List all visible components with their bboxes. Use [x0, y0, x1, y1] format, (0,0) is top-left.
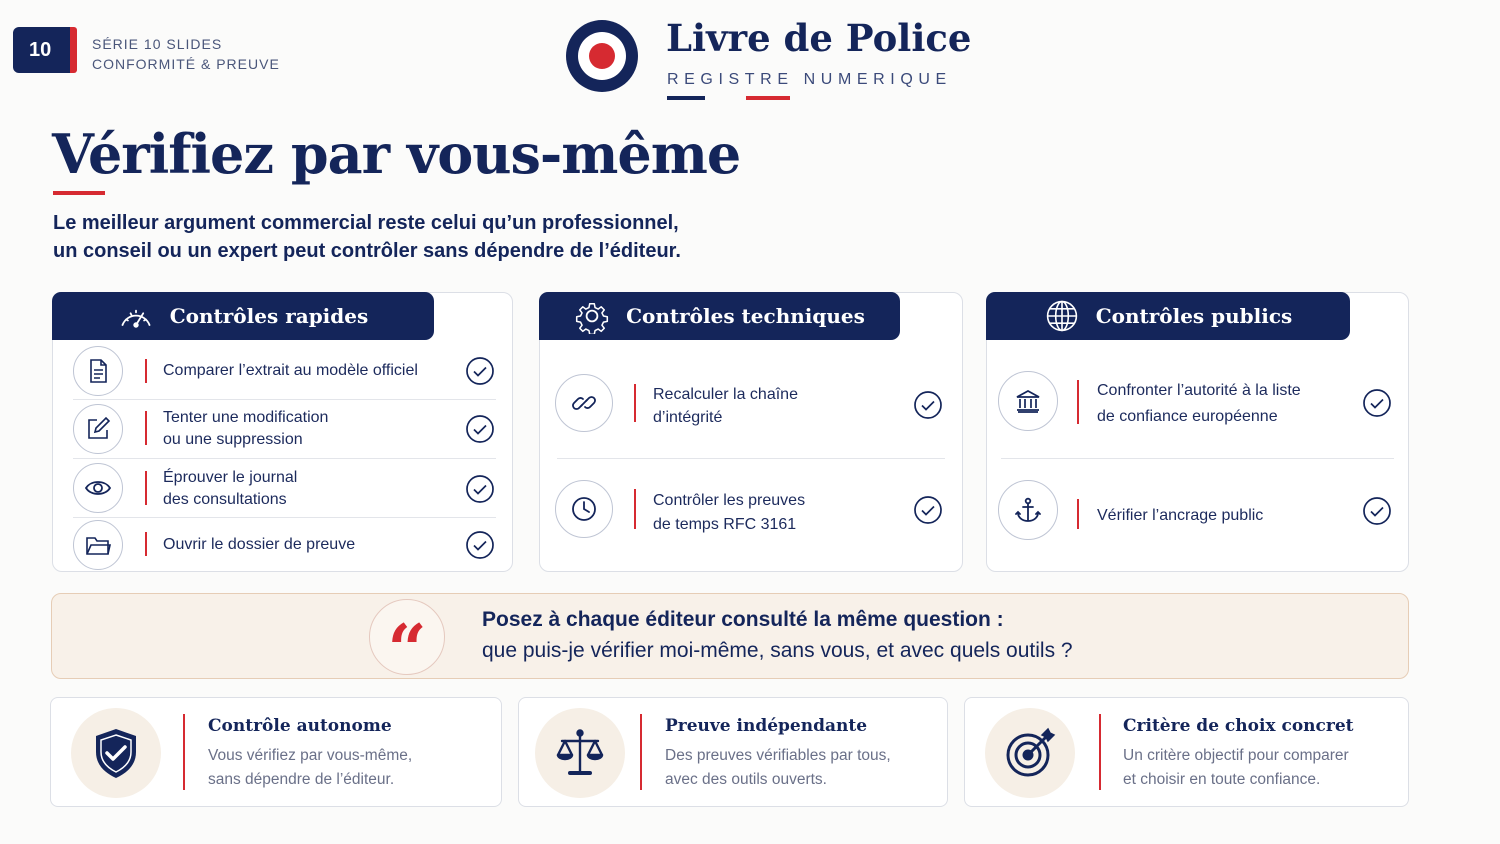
series-line-1: SÉRIE 10 SLIDES	[92, 36, 223, 52]
anchor-icon	[1014, 496, 1042, 524]
item-line-1: Confronter l’autorité à la liste	[1097, 382, 1301, 399]
item-line-2: ou une suppression	[163, 431, 303, 448]
item-line-1: Éprouver le journal	[163, 469, 298, 486]
benefit-title: Critère de choix concret	[1123, 716, 1354, 736]
benefit-description	[1123, 744, 1349, 792]
benefit-line-1: Des preuves vérifiables par tous,	[665, 747, 891, 764]
check-circle-icon	[1362, 496, 1392, 526]
benefit-line-2: sans dépendre de l’éditeur.	[208, 771, 395, 788]
item-text	[163, 407, 328, 451]
benefit-description	[665, 744, 891, 792]
clock-icon	[570, 495, 598, 523]
brand-title: Livre de Police	[666, 16, 972, 60]
lead-text	[53, 209, 753, 265]
benefit-line-1: Vous vérifiez par vous-même,	[208, 747, 413, 764]
bank-icon	[1014, 387, 1042, 415]
roundel-logo-icon	[566, 20, 638, 92]
item-divider	[634, 384, 636, 422]
item-icon-circle	[555, 480, 613, 538]
benefit-card-criterion	[964, 697, 1409, 807]
item-line-1: Vérifier l’ancrage public	[1097, 507, 1264, 524]
question-banner	[51, 593, 1409, 690]
target-icon	[1002, 725, 1058, 781]
item-divider	[634, 489, 636, 529]
brand-underline-red	[746, 96, 790, 100]
benefit-description	[208, 744, 412, 792]
card-title: Contrôles publics	[1095, 304, 1293, 328]
row-separator	[73, 458, 496, 459]
card-header	[52, 292, 434, 340]
row-separator	[73, 517, 496, 518]
card-header	[986, 292, 1350, 340]
benefit-line-1: Un critère objectif pour comparer	[1123, 747, 1349, 764]
item-text	[1097, 504, 1263, 527]
item-line-1: Comparer l’extrait au modèle officiel	[163, 362, 418, 379]
benefit-icon-circle	[535, 708, 625, 798]
benefit-divider	[1099, 714, 1101, 790]
slide-number-badge	[13, 27, 77, 73]
brand-underline-navy	[667, 96, 705, 100]
question-line-2: que puis-je vérifier moi-même, sans vous, et avec quels outils ?	[482, 639, 1073, 662]
brand-subtitle: REGISTRE NUMERIQUE	[667, 71, 952, 88]
gear-icon	[574, 298, 610, 334]
series-line-2: CONFORMITÉ & PREUVE	[92, 56, 280, 72]
question-line-1: Posez à chaque éditeur consulté la même question :	[482, 608, 1004, 631]
item-line-1: Tenter une modification	[163, 409, 329, 426]
item-icon-circle	[555, 374, 613, 432]
item-icon-circle	[998, 480, 1058, 540]
check-circle-icon	[1362, 388, 1392, 418]
item-line-2: d’intégrité	[653, 409, 723, 426]
benefit-card-independent	[518, 697, 948, 807]
check-circle-icon	[913, 390, 943, 420]
item-divider	[145, 359, 147, 383]
item-icon-circle	[73, 404, 123, 454]
item-icon-circle	[73, 346, 123, 396]
link-icon	[570, 389, 598, 417]
check-circle-icon	[465, 414, 495, 444]
folder-icon	[84, 531, 112, 559]
item-icon-circle	[73, 520, 123, 570]
benefit-card-autonomous	[50, 697, 502, 807]
check-circle-icon	[465, 356, 495, 386]
document-icon	[84, 357, 112, 385]
item-icon-circle	[73, 463, 123, 513]
item-text	[653, 489, 805, 537]
shield-check-icon	[88, 725, 144, 781]
card-title: Contrôles techniques	[626, 304, 865, 328]
item-divider	[145, 471, 147, 505]
benefit-icon-circle	[985, 708, 1075, 798]
check-circle-icon	[465, 530, 495, 560]
page-title: Vérifiez par vous-même	[52, 122, 741, 186]
speedometer-icon	[118, 298, 154, 334]
card-title: Contrôles rapides	[169, 304, 369, 328]
edit-icon	[84, 415, 112, 443]
scales-icon	[552, 725, 608, 781]
quote-icon: “	[369, 599, 445, 675]
item-text	[653, 383, 798, 429]
row-separator	[73, 399, 496, 400]
item-line-1: Recalculer la chaîne	[653, 386, 798, 403]
item-text	[163, 359, 418, 382]
item-text	[163, 533, 355, 556]
item-text	[163, 467, 297, 511]
item-line-1: Ouvrir le dossier de preuve	[163, 536, 356, 553]
benefit-title: Contrôle autonome	[208, 716, 392, 736]
benefit-icon-circle	[71, 708, 161, 798]
card-technical-controls	[539, 292, 963, 572]
card-header	[539, 292, 900, 340]
item-line-2: de confiance européenne	[1097, 408, 1278, 425]
lead-line-2: un conseil ou un expert peut contrôler sans dépendre de l’éditeur.	[53, 240, 681, 262]
card-quick-controls	[52, 292, 513, 572]
benefit-line-2: et choisir en toute confiance.	[1123, 771, 1321, 788]
item-line-2: de temps RFC 3161	[653, 516, 797, 533]
benefit-divider	[183, 714, 185, 790]
series-label	[92, 34, 280, 74]
lead-line-1: Le meilleur argument commercial reste celui qu’un professionnel,	[53, 212, 679, 234]
item-divider	[145, 411, 147, 445]
row-separator	[557, 458, 945, 459]
check-circle-icon	[913, 495, 943, 525]
item-icon-circle	[998, 371, 1058, 431]
card-public-controls	[986, 292, 1409, 572]
slide-number: 10	[29, 38, 52, 61]
globe-icon	[1044, 298, 1080, 334]
benefit-title: Preuve indépendante	[665, 716, 868, 736]
item-line-2: des consultations	[163, 491, 287, 508]
item-divider	[145, 532, 147, 556]
benefit-divider	[640, 714, 642, 790]
item-text	[1097, 378, 1301, 430]
title-underline	[53, 191, 105, 195]
item-line-1: Contrôler les preuves	[653, 492, 806, 509]
item-divider	[1077, 499, 1079, 529]
check-circle-icon	[465, 474, 495, 504]
eye-icon	[84, 474, 112, 502]
item-divider	[1077, 380, 1079, 424]
row-separator	[1001, 458, 1394, 459]
benefit-line-2: avec des outils ouverts.	[665, 771, 827, 788]
